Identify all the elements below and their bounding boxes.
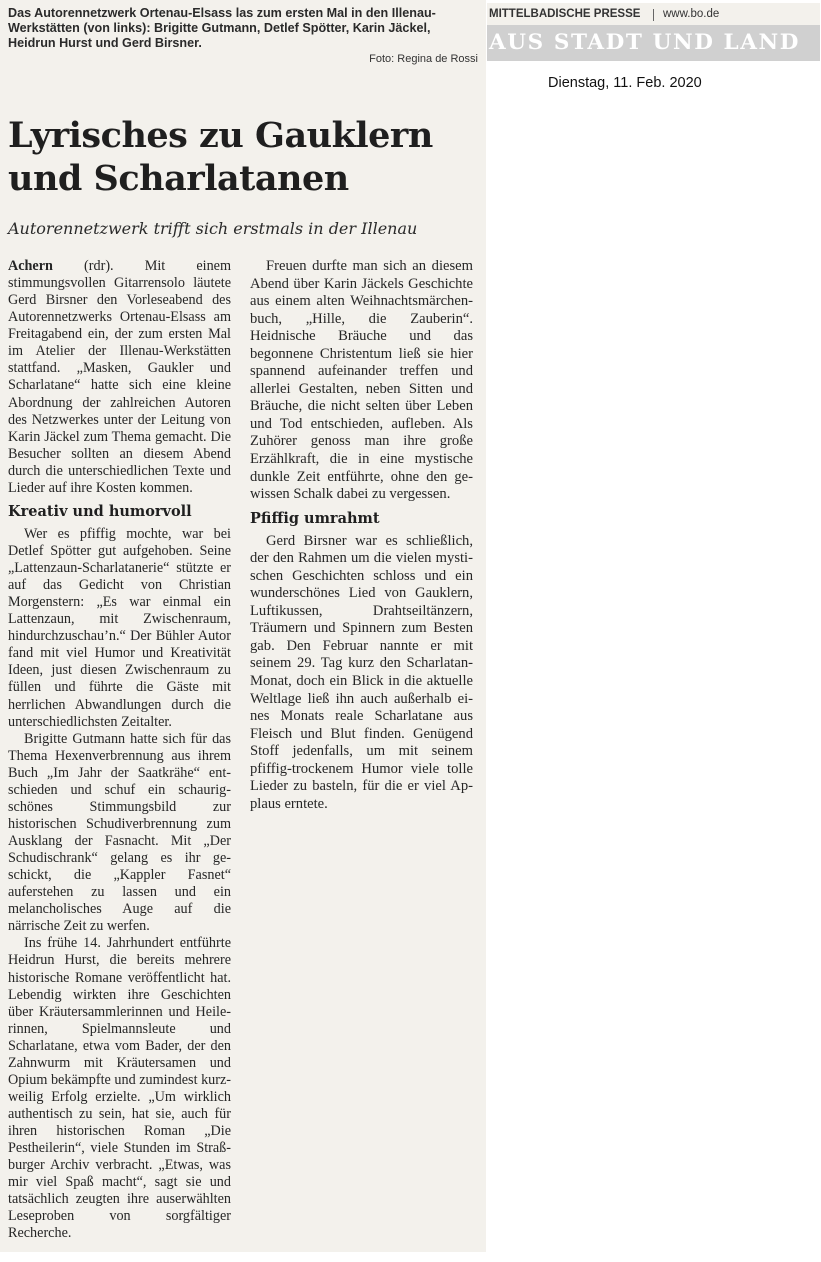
article-column-right [250,258,473,813]
paragraph-2: Wer es pfiffig mochte, war bei Detlef Spötter gut aufgehoben. Seine „Lattenzaun-Scharlatanerie“ stützte er auf das Gedicht von Christian Morgenstern: „Es war einmal ein Lattenzaun, mit Zwischenraum, hindurchzuschau’n.“ Der Bühler Autor fand mit viel Humor und Kreativität Ideen, just diesen Zwischenraum zu füllen und führte die Gäste mit herrlichen Abwandlungen durch die unterschiedlichsten Zeitalter. [8,525,231,730]
headline: Lyrisches zu Gauklern und Scharlatanen [8,115,433,199]
subheading-kreativ: Kreativ und humorvoll [8,502,192,520]
paper-name: MITTELBADISCHE PRESSE [489,8,641,20]
paragraph-4: Ins frühe 14. Jahrhundert entführte Heidrun Hurst, die bereits mehrere historische Romane veröffentlicht hat. Lebendig wirkten ihre Geschichten über Kräutersammlerinnen und Heilerinnen, Spielmannsleute und Scharlatane, etwa vom Bader, der den Zahnwurm mit Kräutersamen und Opium bekämpfte und zumindest kurzweilig Erfolg erzielte. „Um wirklich authentisch zu sein, hat sie, auch für ihren historischen Roman „Die Pestheilerin“, viele Stunden im Straßburger Archiv verbracht. „Etwas, was mir viel Spaß macht“, sagt sie und tatsächlich zeugten ihre auserwählten Leseproben von sorgfältiger Recherche. [8,935,232,1242]
newspaper-header [487,3,820,61]
subheading-pfiffig: Pfiffig umrahmt [250,509,380,527]
section-title: AUS STADT UND LAND [489,30,801,55]
lead-city: Achern [8,258,53,274]
photo-caption: Das Autorennetzwerk Ortenau-Elsass las zum ersten Mal in den Illenau-Werkstätten (von links): Brigitte Gutmann, Detlef Spötter, Karin Jäckel, Heidrun Hurst und Gerd Birsner. [8,6,436,50]
paragraph-6: Gerd Birsner war es schließlich, der den Rahmen um die vielen mystischen Geschichten schloss und ein wunderschönes Lied von Gauklern, Luftikussen, Drahtseiltänzern, Träumern und Spinnern zum Besten gab. Den Februar nannte er mit seinem 29. Tag kurz den Scharlatan-Monat, doch ein Blick in die aktuelle Weltlage ließ ihn auch außerhalb eines Monats reale Scharlatane aus Fleisch und Blut finden. Genügend Stoff jedenfalls, um mit seinem pfiffig-trockenem Humor viele tolle Lieder zu basteln, für die er viel Applaus erntete. [250,532,473,812]
header-divider [653,9,654,21]
paragraph-1-text: (rdr). Mit einem stimmungsvollen Gitarrensolo läutete Gerd Birsner den Vorleseabend des Autorennetzwerks Ortenau-Elsass am Freitagabend ein, der zum ersten Mal im Atelier der Illenau-Werkstätten stattfand. „Masken, Gaukler und Scharlatane“ hatte sich eine kleine Abordnung der zahlreichen Autoren des Netzwerkes unter der Leitung von Karin Jäckel zum Thema gemacht. Die Besucher sollten an diesem Abend durch die unterschiedlichen Texte und Lieder auf ihre Kosten kommen. [8,258,231,496]
article-column-left [8,258,231,1243]
paragraph-1 [8,258,231,497]
subline: Autorennetzwerk trifft sich erstmals in der Illenau [8,219,418,238]
paragraph-3: Brigitte Gutmann hatte sich für das Thema Hexenverbrennung aus ihrem Buch „Im Jahr der Saatkrähe“ entschieden und schuf ein schaurig-schönes Stimmungsbild zur historischen Schudiverbrennung zum Ausklang der Fasnacht. Mit „Der Schudischrank“ gelang es ihr geschickt, die „Kappler Fasnet“ auferstehen zu lassen und ein melancholisches Auge auf die närrische Zeit zu werfen. [8,730,231,935]
publication-date: Dienstag, 11. Feb. 2020 [548,75,702,91]
photo-credit: Foto: Regina de Rossi [369,53,478,65]
paragraph-5: Freuen durfte man sich an diesem Abend über Karin Jäckels Geschichte aus einem alten Weihnachtsmärchenbuch, „Hille, die Zauberin“. Heidnische Bräuche und das begonnene Christentum ließ sie hier spannend aufeinander treffen und allerlei Gestalten, neben Sitten und Bräuche, die nicht selten über Leben und Tod entschieden, aufleben. Als Zuhörer genoss man ihre große Erzählkraft, die in eine mystische dunkle Zeit entführte, ohne den gewissen Schalk dabei zu vergessen. [250,258,473,503]
paper-url: www.bo.de [663,8,720,20]
